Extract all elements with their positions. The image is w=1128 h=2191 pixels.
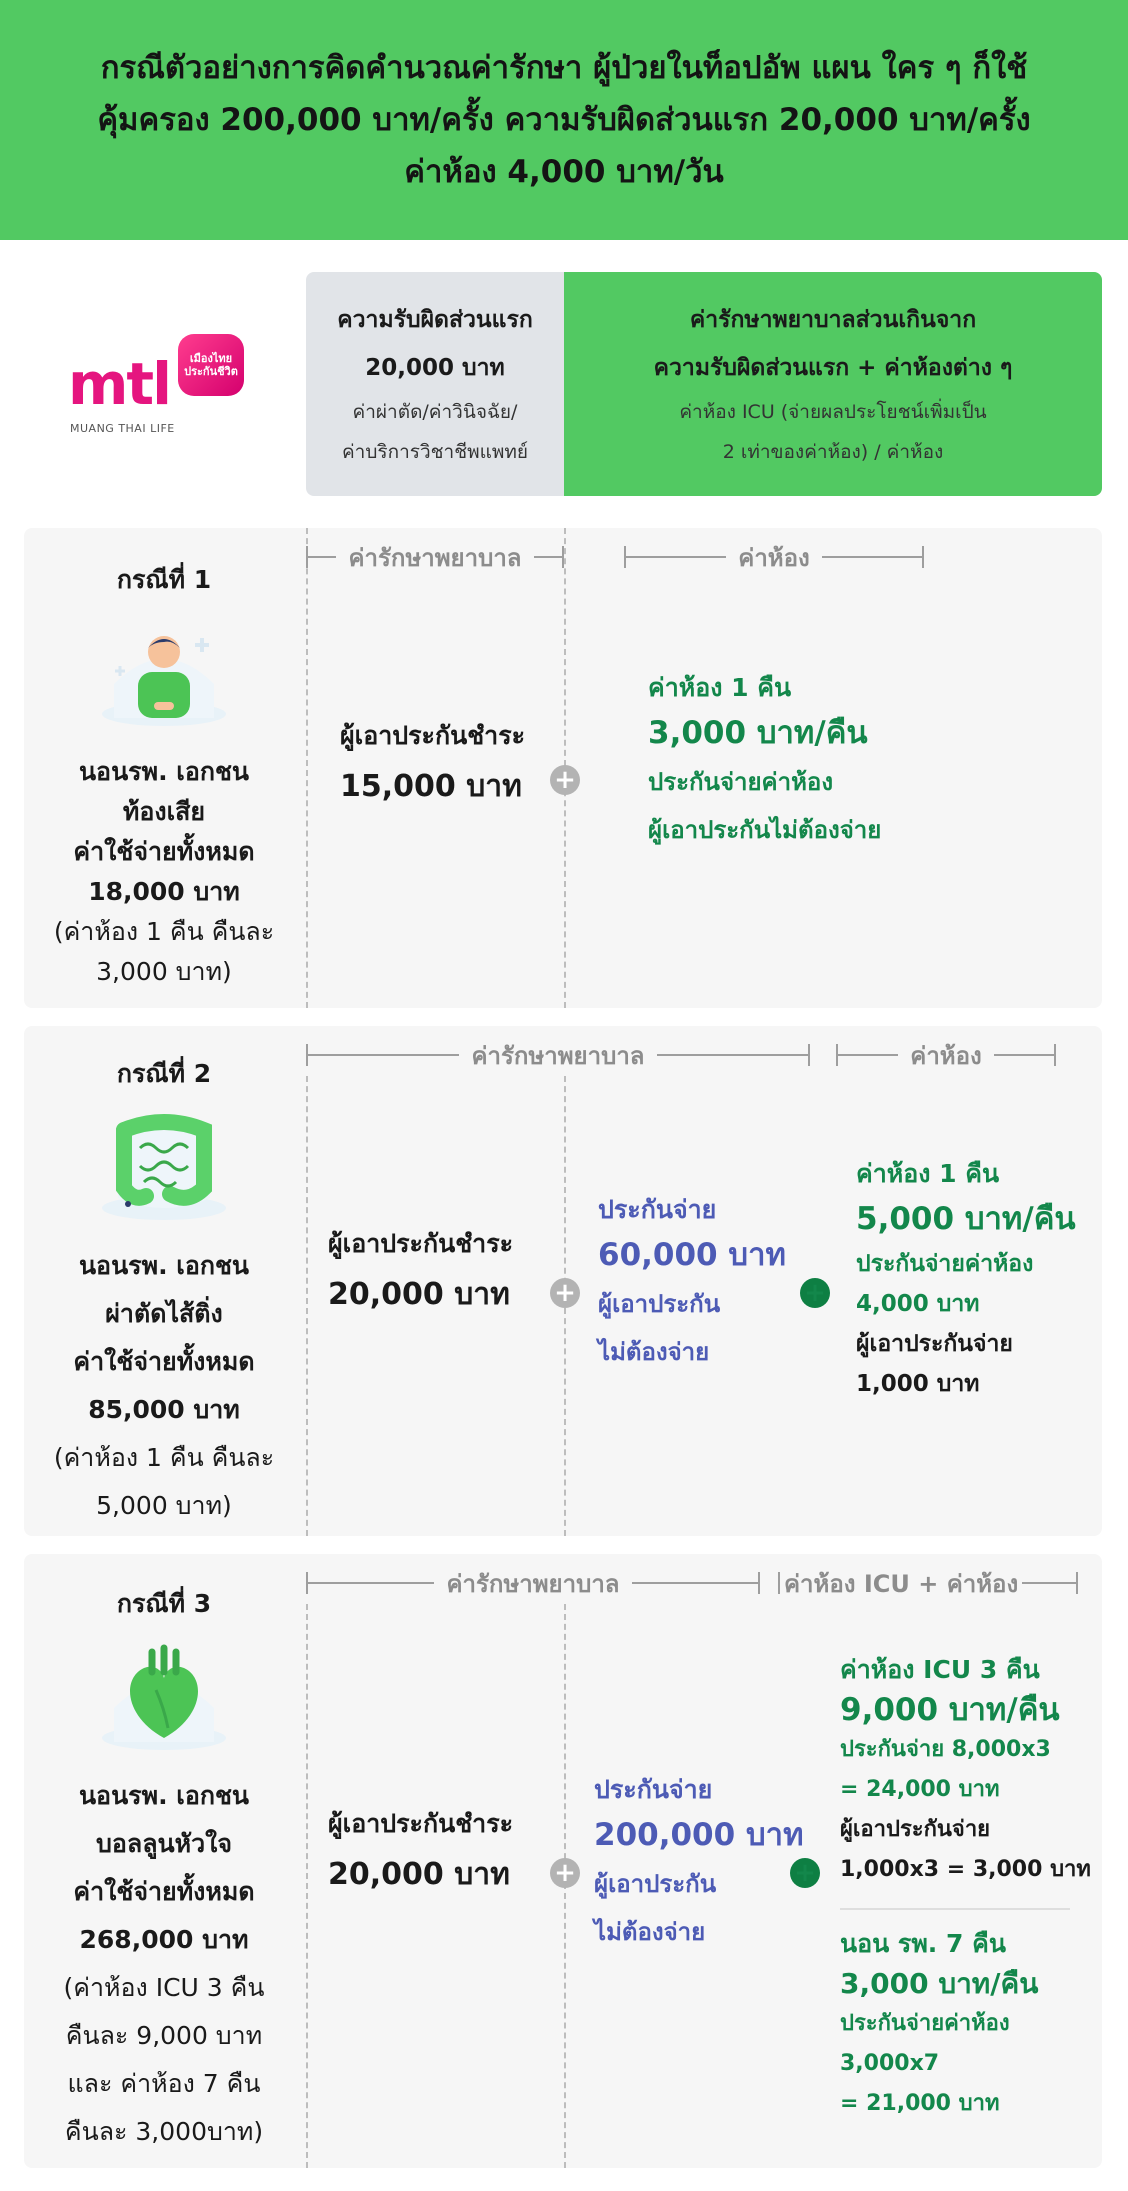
legend-excess-desc-2: 2 เท่าของค่าห้อง) / ค่าห้อง	[722, 441, 944, 463]
case-3-title: กรณีที่ 3	[116, 1589, 212, 1618]
case-2-title: กรณีที่ 2	[116, 1059, 212, 1088]
case-1-title: กรณีที่ 1	[116, 565, 212, 594]
room-rate: 5,000 บาท/คืน	[856, 1201, 1076, 1237]
room-insurance-pays-1: ประกันจ่ายค่าห้อง	[856, 1251, 1034, 1277]
icu-nights: ค่าห้อง ICU 3 คืน	[840, 1655, 1040, 1684]
case-2-note-2: 5,000 บาท)	[96, 1491, 232, 1520]
insurance-pay-note-2: ไม่ต้องจ่าย	[594, 1918, 706, 1946]
case-3-insurance-pay	[594, 1770, 804, 1956]
logo-wordmark: mtl	[68, 350, 171, 418]
legend-deductible-amount: 20,000 บาท	[365, 355, 505, 381]
header-line-1: กรณีตัวอย่างการคิดคำนวณค่ารักษา ผู้ป่วยในท็อปอัพ แผน ใคร ๆ ก็ใช้	[100, 50, 1028, 86]
case-3-insured-pay	[328, 1806, 513, 1900]
legend-excess-title-2: ความรับผิดส่วนแรก + ค่าห้องต่าง ๆ	[653, 355, 1013, 381]
logo-tagline: MUANG THAI LIFE	[70, 422, 175, 435]
insured-pay-amount: 20,000 บาท	[328, 1277, 510, 1312]
case-2-insurance-pay	[598, 1190, 786, 1376]
case-3-panel	[24, 1554, 1102, 2168]
case-3-note-2: คืนละ 9,000 บาท	[65, 2021, 263, 2050]
case-3-note-4: คืนละ 3,000บาท)	[64, 2117, 264, 2146]
case-3-description	[24, 1584, 304, 2156]
case-3-line-4: 268,000 บาท	[79, 1925, 249, 1954]
icu-rate: 9,000 บาท/คืน	[840, 1692, 1060, 1728]
room-rate: 3,000 บาท/คืน	[648, 715, 868, 751]
bracket-treatment: ค่ารักษาพยาบาล	[306, 1040, 810, 1070]
insured-pay-amount: 20,000 บาท	[328, 1857, 510, 1892]
plus-icon: +	[790, 1858, 820, 1888]
case-1-line-2: ท้องเสีย	[122, 797, 206, 826]
room-nights: ค่าห้อง 1 คืน	[648, 673, 792, 702]
case-2-line-2: ผ่าตัดไส้ติ่ง	[105, 1299, 223, 1328]
case-1-note-1: (ค่าห้อง 1 คืน คืนละ	[53, 917, 275, 946]
plus-icon: +	[550, 1858, 580, 1888]
case-1-insured-pay	[340, 718, 525, 812]
case-1-line-4: 18,000 บาท	[88, 877, 240, 906]
case-2-line-3: ค่าใช้จ่ายทั้งหมด	[73, 1347, 255, 1376]
case-3-icu	[840, 1650, 1091, 1890]
insurance-pay-amount: 60,000 บาท	[598, 1237, 786, 1273]
case-1-description	[24, 560, 304, 996]
bracket-room: ค่าห้อง	[624, 542, 924, 572]
case-2-line-1: นอนรพ. เอกชน	[78, 1251, 250, 1280]
insurance-pay-note-1: ผู้เอาประกัน	[594, 1870, 717, 1898]
insurance-pay-note-2: ไม่ต้องจ่าย	[598, 1338, 710, 1366]
icu-insurance-pays-2: = 24,000 บาท	[840, 1777, 1000, 1802]
insured-pay-label: ผู้เอาประกันชำระ	[328, 1229, 514, 1258]
room-nights: นอน รพ. 7 คืน	[840, 1929, 1006, 1958]
case-2-note-1: (ค่าห้อง 1 คืน คืนละ	[53, 1443, 275, 1472]
case-1-note-2: 3,000 บาท)	[96, 957, 232, 986]
bracket-icu-room: ค่าห้อง ICU + ค่าห้อง	[778, 1568, 1078, 1598]
insurance-pay-label: ประกันจ่าย	[598, 1195, 717, 1224]
mtl-logo	[60, 330, 270, 440]
legend-excess-desc-1: ค่าห้อง ICU (จ่ายผลประโยชน์เพิ่มเป็น	[679, 401, 987, 423]
case-3-line-1: นอนรพ. เอกชน	[78, 1781, 250, 1810]
room-insurance-pays-3: = 21,000 บาท	[840, 2091, 1000, 2116]
plus-icon: +	[800, 1278, 830, 1308]
logo-badge: เมืองไทย ประกันชีวิต	[178, 334, 244, 396]
case-3-line-3: ค่าใช้จ่ายทั้งหมด	[73, 1877, 255, 1906]
header-line-2: คุ้มครอง 200,000 บาท/ครั้ง ความรับผิดส่วนแรก 20,000 บาท/ครั้ง	[97, 102, 1031, 138]
divider-line	[840, 1908, 1070, 1910]
legend-deductible	[306, 272, 564, 496]
insurance-pay-amount: 200,000 บาท	[594, 1817, 804, 1853]
legend-deductible-desc-2: ค่าบริการวิชาชีพแพทย์	[341, 441, 529, 463]
plus-icon: +	[550, 1278, 580, 1308]
legend-deductible-desc-1: ค่าผ่าตัด/ค่าวินิจฉัย/	[352, 401, 518, 423]
legend-excess-title-1: ค่ารักษาพยาบาลส่วนเกินจาก	[689, 307, 977, 333]
case-2-insured-pay	[328, 1226, 513, 1320]
intestine-icon	[94, 1108, 234, 1228]
case-2-description	[24, 1054, 304, 1530]
room-insurance-pays-1: ประกันจ่ายค่าห้อง	[840, 2011, 1010, 2036]
plus-icon: +	[550, 765, 580, 795]
case-1-line-1: นอนรพ. เอกชน	[78, 757, 250, 786]
room-insurance-pays-2: 4,000 บาท	[856, 1291, 980, 1317]
insurance-pay-note-1: ผู้เอาประกัน	[598, 1290, 721, 1318]
insurance-pay-label: ประกันจ่าย	[594, 1775, 713, 1804]
bracket-treatment: ค่ารักษาพยาบาล	[306, 1568, 760, 1598]
case-3-note-1: (ค่าห้อง ICU 3 คืน	[63, 1973, 265, 2002]
room-nights: ค่าห้อง 1 คืน	[856, 1159, 1000, 1188]
case-1-panel	[24, 528, 1102, 1008]
divider-dashed	[306, 1076, 308, 1536]
insured-pay-amount: 15,000 บาท	[340, 769, 522, 804]
room-insured-none: ผู้เอาประกันไม่ต้องจ่าย	[648, 816, 882, 844]
insured-pay-label: ผู้เอาประกันชำระ	[328, 1809, 514, 1838]
case-1-line-3: ค่าใช้จ่ายทั้งหมด	[73, 837, 255, 866]
bracket-room: ค่าห้อง	[836, 1040, 1056, 1070]
room-insurance-pays: ประกันจ่ายค่าห้อง	[648, 768, 834, 796]
case-1-room	[648, 668, 881, 854]
icu-insured-pays-1: ผู้เอาประกันจ่าย	[840, 1817, 991, 1842]
heart-icon	[94, 1638, 234, 1758]
icu-insurance-pays-1: ประกันจ่าย 8,000x3	[840, 1737, 1051, 1762]
icu-insured-pays-2: 1,000x3 = 3,000 บาท	[840, 1857, 1091, 1882]
room-rate: 3,000 บาท/คืน	[840, 1967, 1039, 2000]
legend-excess	[564, 272, 1102, 496]
room-insured-pays-1: ผู้เอาประกันจ่าย	[856, 1331, 1013, 1357]
sick-person-icon	[94, 614, 234, 734]
header-line-3: ค่าห้อง 4,000 บาท/วัน	[404, 154, 724, 190]
divider-dashed	[306, 1604, 308, 2168]
case-3-note-3: และ ค่าห้อง 7 คืน	[67, 2069, 261, 2098]
room-insurance-pays-2: 3,000x7	[840, 2051, 940, 2076]
case-3-room	[840, 1924, 1038, 2124]
legend-deductible-title: ความรับผิดส่วนแรก	[337, 307, 533, 333]
bracket-treatment: ค่ารักษาพยาบาล	[306, 542, 564, 572]
case-3-line-2: บอลลูนหัวใจ	[96, 1829, 232, 1858]
case-2-room	[856, 1154, 1076, 1404]
insured-pay-label: ผู้เอาประกันชำระ	[340, 721, 526, 750]
page-header	[0, 0, 1128, 240]
case-2-panel	[24, 1026, 1102, 1536]
room-insured-pays-2: 1,000 บาท	[856, 1371, 980, 1397]
divider-dashed	[306, 528, 308, 1008]
case-2-line-4: 85,000 บาท	[88, 1395, 240, 1424]
